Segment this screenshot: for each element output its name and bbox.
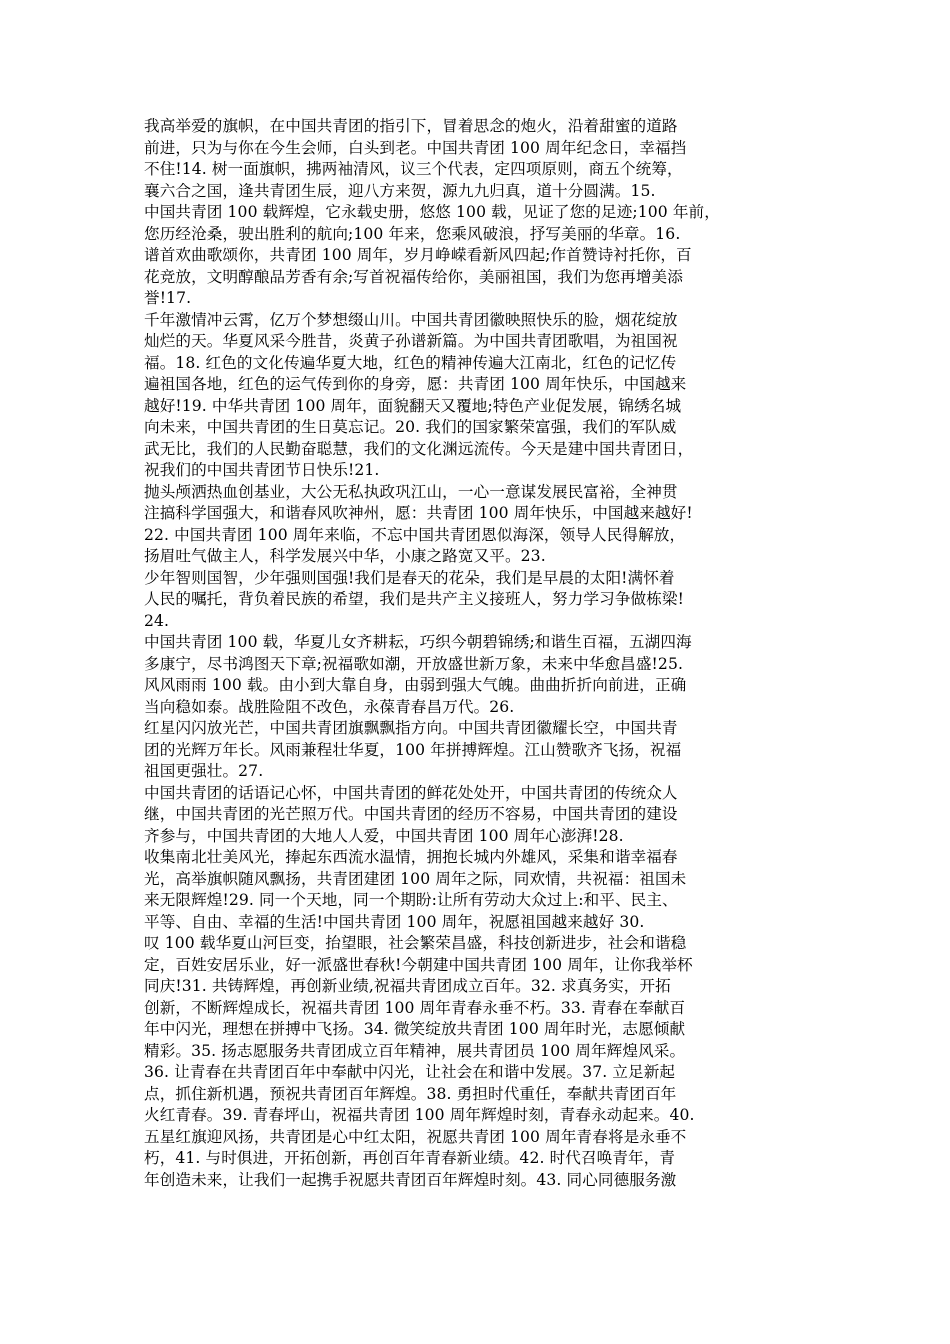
text-line: 中国共青团 100 载辉煌，它永载史册，悠悠 100 载，见证了您的足迹;100 年前， xyxy=(144,203,720,221)
text-line: 火红青春。39. 青春坪山，祝福共青团 100 周年辉煌时刻，青春永动起来。40. xyxy=(144,1106,695,1124)
text-line: 平等、自由、幸福的生活!中国共青团 100 周年，祝愿祖国越来越好 30. xyxy=(144,912,645,931)
text-line: 24. xyxy=(144,611,170,630)
text-line: 注搞科学国强大，和谐春风吹神州，愿：共青团 100 周年快乐，中国越来越好! xyxy=(144,504,693,522)
text-line: 武无比，我们的人民勤奋聪慧，我们的文化渊远流传。今天是建中国共青团日， xyxy=(144,439,694,458)
text-line: 定，百姓安居乐业，好一派盛世春秋!今朝建中国共青团 100 周年，让你我举杯 xyxy=(144,955,693,974)
text-line: 36. 让青春在共青团百年中奉献中闪光，让社会在和谐中发展。37. 立足新起 xyxy=(144,1063,676,1081)
text-line: 点，抓住新机遇，预祝共青团百年辉煌。38. 勇担时代重任，奉献共青团百年 xyxy=(144,1084,677,1103)
text-line: 团的光辉万年长。风雨兼程壮华夏，100 年拼搏辉煌。江山赞歌齐飞扬，祝福 xyxy=(144,740,682,759)
text-line: 当向稳如泰。战胜险阻不改色，永葆青春昌万代。26. xyxy=(144,697,515,716)
text-line: 中国共青团的话语记心怀，中国共青团的鲜花处处开，中国共青团的传统众人 xyxy=(144,783,678,802)
text-line: 收集南北壮美风光，捧起东西流水温情，拥抱长城内外雄风，采集和谐幸福春 xyxy=(144,848,678,866)
text-line: 越好!19. 中华共青团 100 周年，面貌翻天又覆地;特色产业促发展，锦绣名城 xyxy=(144,396,682,415)
text-line: 22. 中国共青团 100 周年来临，不忘中国共青团恩似海深，领导人民得解放， xyxy=(144,525,686,544)
text-line: 精彩。35. 扬志愿服务共青团成立百年精神，展共青团员 100 周年辉煌风采。 xyxy=(144,1041,686,1060)
text-line: 来无限辉煌!29. 同一个天地，同一个期盼:让所有劳动大众过上:和平、民主、 xyxy=(144,891,678,909)
text-line: 襄六合之国，逢共青团生辰，迎八方来贺，源九九归真，道十分圆满。15. xyxy=(144,181,656,200)
text-line: 祖国更强壮。27. xyxy=(144,762,264,780)
text-line: 光，高举旗帜随风飘扬，共青团建团 100 周年之际，同欢情，共祝福：祖国未 xyxy=(144,869,687,888)
text-line: 祝我们的中国共青团节日快乐!21. xyxy=(144,461,380,479)
text-line: 扬眉吐气做主人，科学发展兴中华，小康之路宽又平。23. xyxy=(144,547,546,565)
text-line: 福。18. 红色的文化传遍华夏大地，红色的精神传遍大江南北，红色的记忆传 xyxy=(144,353,677,372)
text-line: 前进，只为与你在今生会师，白头到老。中国共青团 100 周年纪念日，幸福挡 xyxy=(144,138,687,157)
text-line: 抛头颅洒热血创基业，大公无私执政巩江山，一心一意谋发展民富裕，全神贯 xyxy=(144,482,678,501)
text-line: 誉!17. xyxy=(144,289,192,307)
text-line: 花竞放，文明醇酿品芳香有余;写首祝福传给你，美丽祖国，我们为您再增美添 xyxy=(144,267,683,286)
text-line: 向未来，中国共青团的生日莫忘记。20. 我们的国家繁荣富强，我们的军队威 xyxy=(144,418,677,436)
document-body xyxy=(144,116,804,1191)
text-line: 叹 100 载华夏山河巨变，抬望眼，社会繁荣昌盛，科技创新进步，社会和谐稳 xyxy=(144,934,687,952)
text-line: 齐参与，中国共青团的大地人人爱，中国共青团 100 周年心澎湃!28. xyxy=(144,826,624,845)
text-line: 不住!14. 树一面旗帜，拂两袖清风，议三个代表，定四项原则，商五个统筹， xyxy=(144,160,683,178)
text-line: 年中闪光，理想在拼搏中飞扬。34. 微笑绽放共青团 100 周年时光，志愿倾献 xyxy=(144,1020,686,1038)
text-line: 风风雨雨 100 载。由小到大靠自身，由弱到强大气魄。曲曲折折向前进，正确 xyxy=(144,676,687,694)
text-line: 谱首欢曲歌颂你，共青团 100 周年，岁月峥嵘看新风四起;作首赞诗衬托你，百 xyxy=(144,246,692,264)
text-line: 遍祖国各地，红色的运气传到你的身旁，愿：共青团 100 周年快乐，中国越来 xyxy=(144,375,687,393)
text-line: 中国共青团 100 载，华夏儿女齐耕耘，巧织今朝碧锦绣;和谐生百福，五湖四海 xyxy=(144,633,692,651)
text-line: 继，中国共青团的光芒照万代。中国共青团的经历不容易，中国共青团的建设 xyxy=(144,805,678,823)
text-line: 年创造未来，让我们一起携手祝愿共青团百年辉煌时刻。43. 同心同德服务激 xyxy=(144,1170,677,1189)
text-line: 五星红旗迎风扬，共青团是心中红太阳，祝愿共青团 100 周年青春将是永垂不 xyxy=(144,1127,687,1146)
text-line: 多康宁，尽书鸿图天下章;祝福歌如潮，开放盛世新万象，未来中华愈昌盛!25. xyxy=(144,654,684,673)
text-line: 人民的嘱托，背负着民族的希望，我们是共产主义接班人，努力学习争做栋梁! xyxy=(144,590,684,608)
text-line: 我高举爱的旗帜，在中国共青团的指引下，冒着思念的炮火，沿着甜蜜的道路 xyxy=(144,117,678,135)
text-line: 红星闪闪放光芒，中国共青团旗飘飘指方向。中国共青团徽耀长空，中国共青 xyxy=(144,719,678,737)
text-line: 少年智则国智，少年强则国强!我们是春天的花朵，我们是早晨的太阳!满怀着 xyxy=(144,568,675,587)
text-line: 同庆!31. 共铸辉煌，再创新业绩,祝福共青团成立百年。32. 求真务实，开拓 xyxy=(144,977,671,995)
text-line: 灿烂的天。华夏风采今胜昔，炎黄子孙谱新篇。为中国共青团歌唱，为祖国祝 xyxy=(144,332,678,350)
text-line: 朽，41. 与时俱进，开拓创新，再创百年青春新业绩。42. 时代召唤青年，青 xyxy=(144,1149,676,1167)
text-line: 您历经沧桑，驶出胜利的航向;100 年来，您乘风破浪，抒写美丽的华章。16. xyxy=(144,224,681,243)
text-line: 创新，不断辉煌成长，祝福共青团 100 周年青春永垂不朽。33. 青春在奉献百 xyxy=(144,998,686,1017)
text-line: 千年激情冲云霄，亿万个梦想缀山川。中国共青团徽映照快乐的脸，烟花绽放 xyxy=(144,310,678,329)
